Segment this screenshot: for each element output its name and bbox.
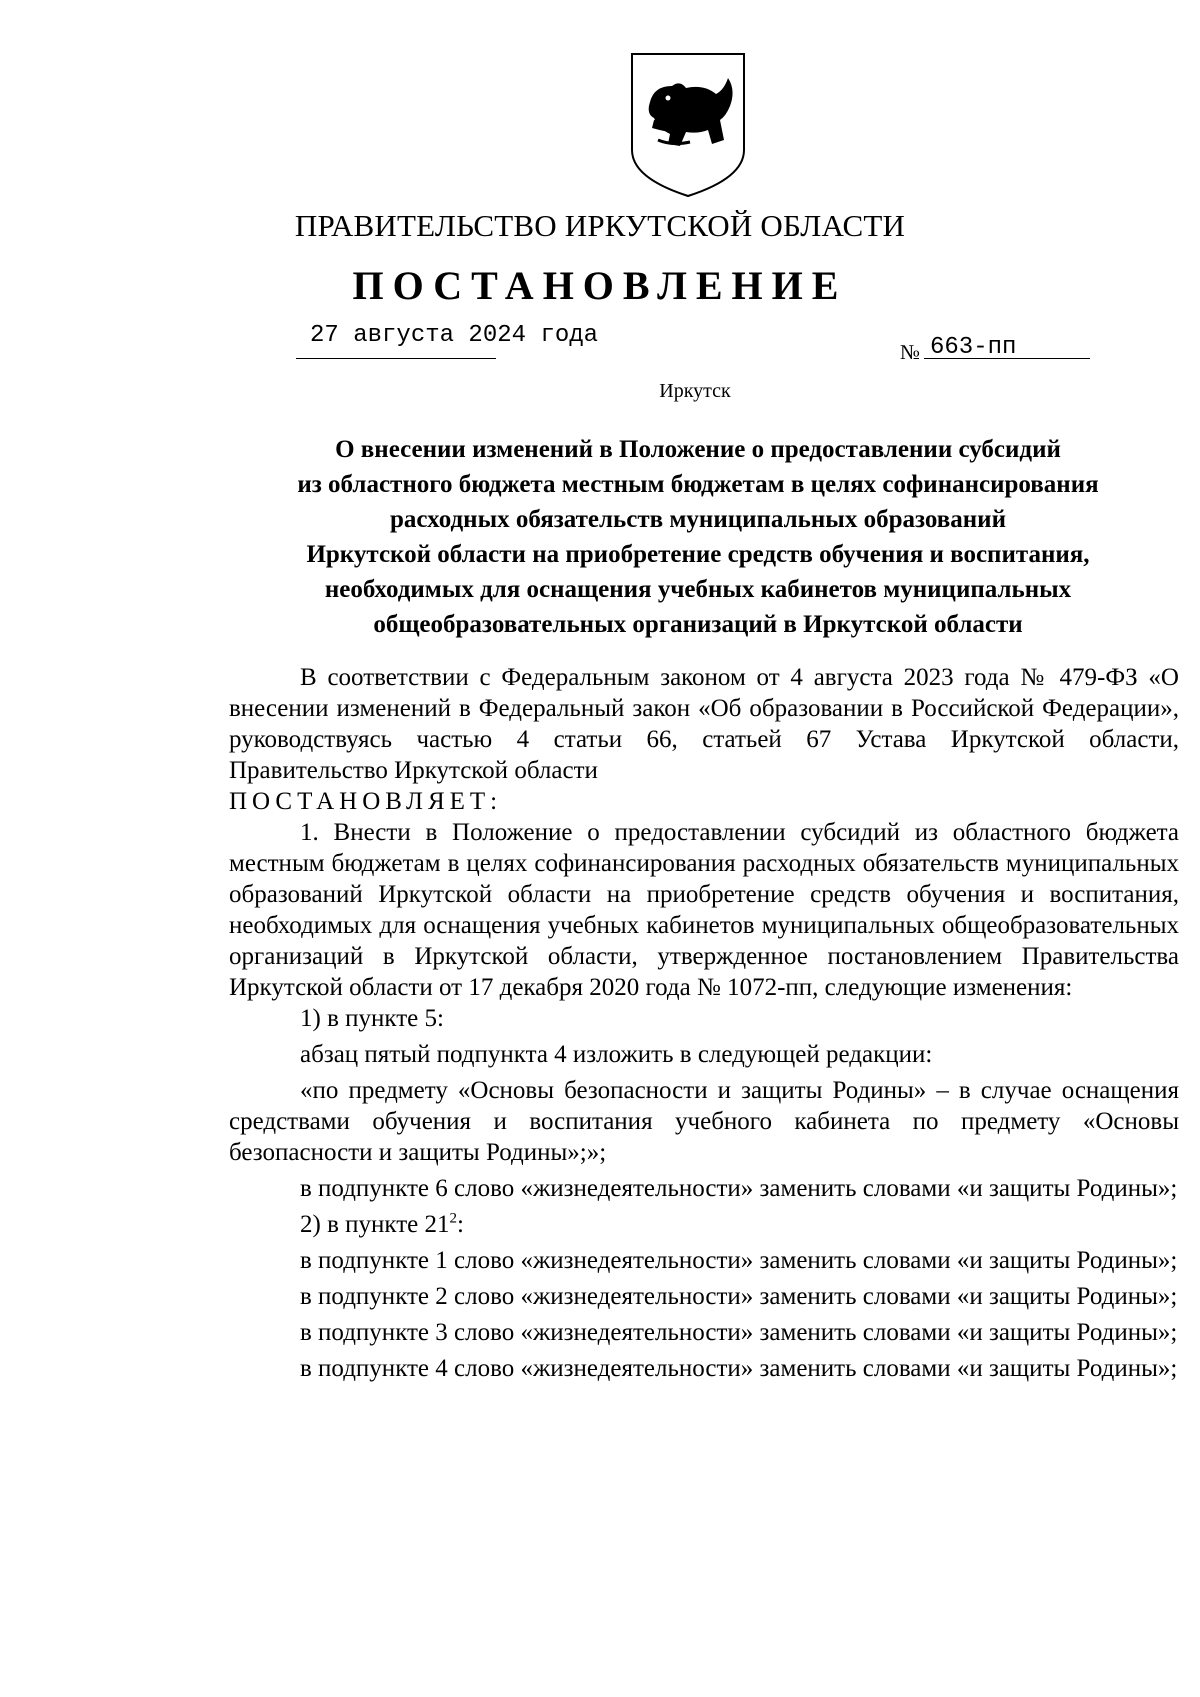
subitem-1-a: абзац пятый подпункта 4 изложить в следующей редакции: bbox=[300, 1041, 933, 1068]
document-number: 663-пп bbox=[930, 334, 1017, 361]
document-date: 27 августа 2024 года bbox=[310, 322, 599, 349]
subitem-2-colon: : bbox=[456, 1211, 464, 1238]
city-name: Иркутск bbox=[659, 380, 731, 402]
document-title bbox=[228, 432, 1168, 642]
subitem-1-c: в подпункте 6 слово «жизнедеятельности» заменить словами «и защиты Родины»; bbox=[300, 1175, 1178, 1202]
subitem-2-c: в подпункте 3 слово «жизнедеятельности» заменить словами «и защиты Родины»; bbox=[300, 1319, 1178, 1346]
date-underline bbox=[296, 358, 496, 359]
title-line: О внесении изменений в Положение о предоставлении субсидий bbox=[335, 436, 1061, 463]
number-sign: № bbox=[900, 340, 921, 364]
subitem-1: 1) в пункте 5: bbox=[300, 1005, 444, 1032]
title-line: из областного бюджета местным бюджетам в целях софинансирования bbox=[297, 471, 1099, 498]
organization-name: ПРАВИТЕЛЬСТВО ИРКУТСКОЙ ОБЛАСТИ bbox=[294, 208, 906, 243]
subitem-1-b: «по предмету «Основы безопасности и защиты Родины» – в случае оснащения средствами обучения и воспитания учебного кабинета по предмету «Основы безопасности и защиты Родины»;»; bbox=[229, 1077, 1179, 1166]
preamble-paragraph: В соответствии с Федеральным законом от 4 августа 2023 года № 479-ФЗ «О внесении изменений в Федеральный закон «Об образовании в Российской Федерации», руководствуясь частью 4 статьи 66, статьей 67 Устава Иркутской области, Правительство Иркутской области bbox=[229, 664, 1179, 784]
document-body bbox=[229, 662, 1179, 1384]
subitem-2-superscript: 2 bbox=[449, 1210, 457, 1227]
subitem-2-d: в подпункте 4 слово «жизнедеятельности» заменить словами «и защиты Родины»; bbox=[300, 1355, 1178, 1382]
irkutsk-coat-of-arms-babr-icon bbox=[628, 50, 748, 200]
document-type: ПОСТАНОВЛЕНИЕ bbox=[352, 263, 848, 308]
resolves-heading: ПОСТАНОВЛЯЕТ: bbox=[229, 788, 503, 815]
subitem-2-a: в подпункте 1 слово «жизнедеятельности» заменить словами «и защиты Родины»; bbox=[300, 1247, 1178, 1274]
subitem-2-b: в подпункте 2 слово «жизнедеятельности» заменить словами «и защиты Родины»; bbox=[300, 1283, 1178, 1310]
title-line: Иркутской области на приобретение средств обучения и воспитания, bbox=[306, 541, 1090, 568]
number-underline bbox=[924, 358, 1090, 359]
title-line: необходимых для оснащения учебных кабинетов муниципальных bbox=[324, 576, 1072, 603]
subitem-2 bbox=[229, 1209, 1179, 1240]
subitem-2-text: 2) в пункте 21 bbox=[300, 1211, 450, 1238]
item-1-paragraph: 1. Внести в Положение о предоставлении субсидий из областного бюджета местным бюджетам в целях софинансирования расходных обязательств муниципальных образований Иркутской области на приобретение средств обучения и воспитания, необходимых для оснащения учебных кабинетов муниципальных общеобразовательных организаций в Иркутской области, утвержденное постановлением Правительства Иркутской области от 17 декабря 2020 года № 1072-пп, следующие изменения: bbox=[229, 819, 1179, 1001]
title-line: расходных обязательств муниципальных образований bbox=[390, 506, 1006, 533]
title-line: общеобразовательных организаций в Иркутской области bbox=[373, 611, 1023, 638]
